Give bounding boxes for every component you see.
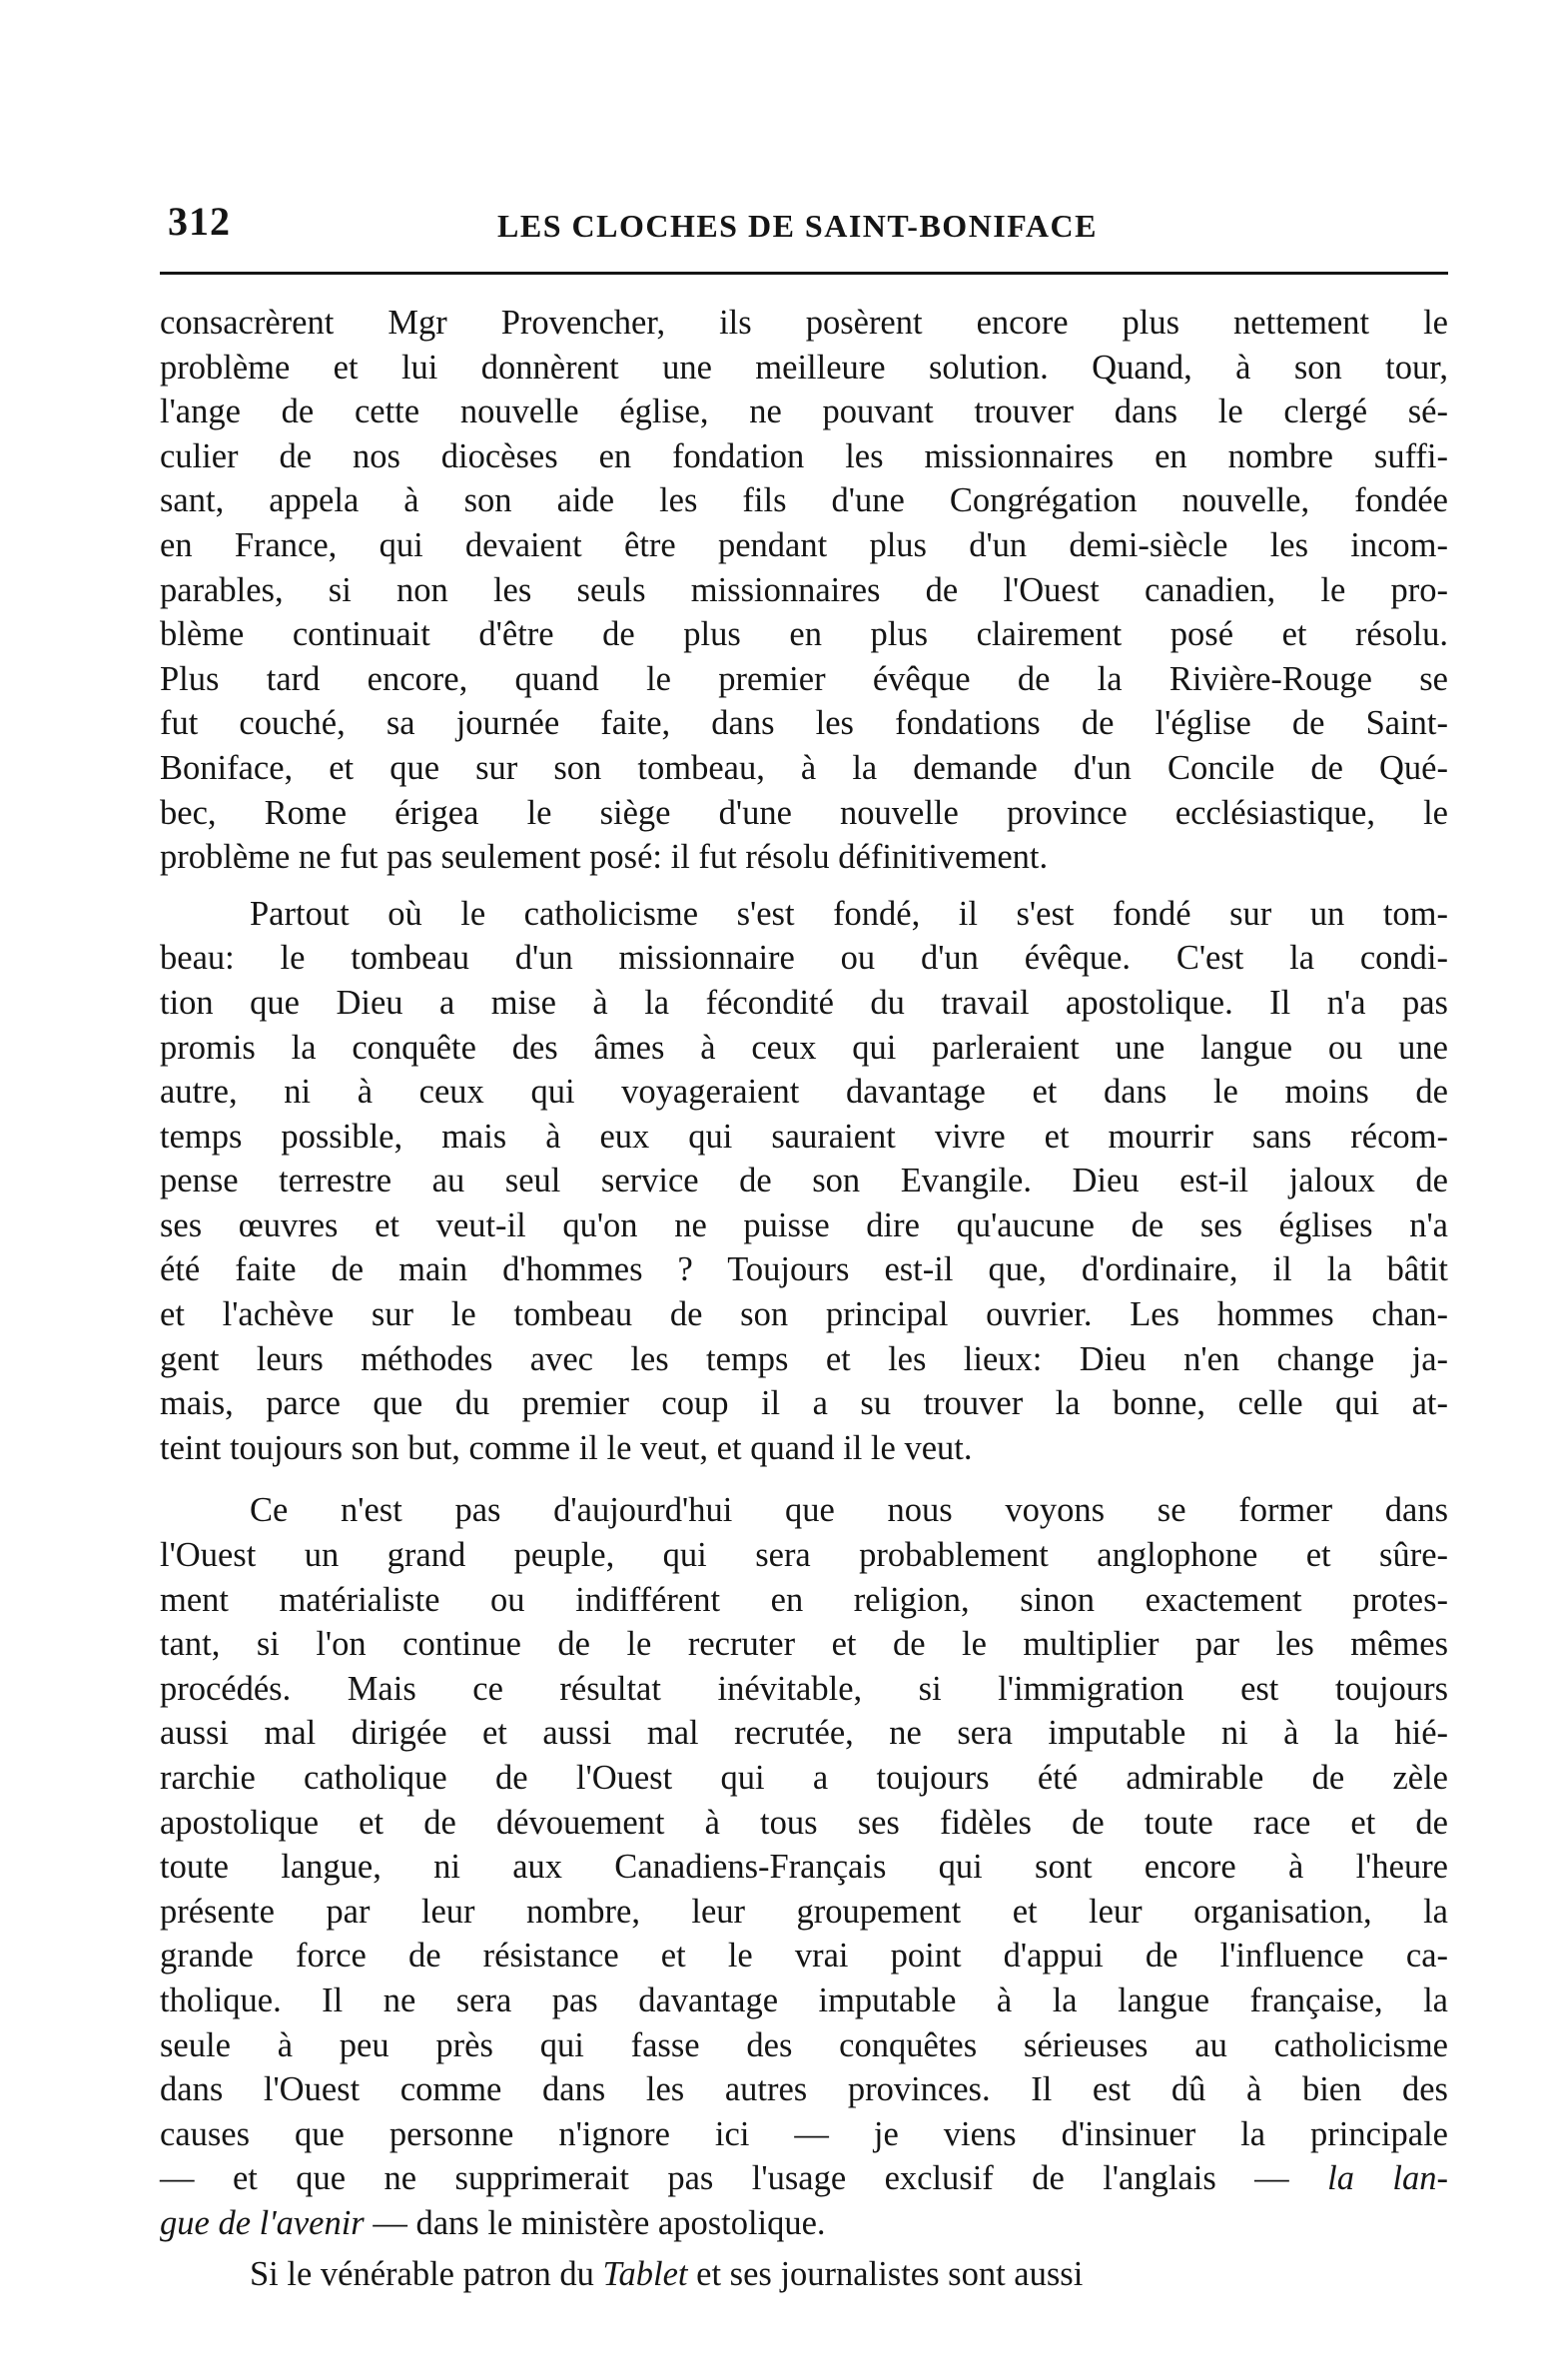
text-line: toute langue, ni aux Canadiens-Français qui sont encore à l'heure [160, 1848, 1448, 1887]
running-title: LES CLOCHES DE SAINT-BONIFACE [497, 208, 1098, 244]
paragraph [160, 301, 1448, 880]
text-line: grande force de résistance et le vrai point d'appui de l'influence ca- [160, 1937, 1448, 1976]
text-line: mais, parce que du premier coup il a su trouver la bonne, celle qui at- [160, 1384, 1448, 1423]
text-line: temps possible, mais à eux qui sauraient vivre et mourrir sans récom- [160, 1117, 1448, 1156]
italic-text-run: Tablet [602, 2254, 688, 2293]
text-line: procédés. Mais ce résultat inévitable, si l'immigration est toujours [160, 1669, 1448, 1708]
text-line: dans l'Ouest comme dans les autres provinces. Il est dû à bien des [160, 2070, 1448, 2109]
text-line: rarchie catholique de l'Ouest qui a toujours été admirable de zèle [160, 1759, 1448, 1797]
text-line: problème et lui donnèrent une meilleure solution. Quand, à son tour, [160, 348, 1448, 387]
text-line: l'Ouest un grand peuple, qui sera probablement anglophone et sûre- [160, 1536, 1448, 1575]
text-line: été faite de main d'hommes ? Toujours est-il que, d'ordinaire, il la bâtit [160, 1250, 1448, 1289]
page-header [160, 198, 1448, 258]
paragraph [160, 1488, 1448, 2245]
text-line: fut couché, sa journée faite, dans les fondations de l'église de Saint- [160, 704, 1448, 743]
text-line: bec, Rome érigea le siège d'une nouvelle province ecclésiastique, le [160, 793, 1448, 832]
paragraph [160, 2252, 1448, 2297]
text-run: Si le vénérable patron du [250, 2254, 603, 2293]
text-line: gent leurs méthodes avec les temps et les lieux: Dieu n'en change ja- [160, 1339, 1448, 1378]
text-run: — dans le ministère apostolique. [364, 2203, 826, 2242]
text-line: tant, si l'on continue de le recruter et de le multiplier par les mêmes [160, 1625, 1448, 1664]
text-line: autre, ni à ceux qui voyageraient davantage et dans le moins de [160, 1073, 1448, 1112]
text-line: problème ne fut pas seulement posé: il fut résolu définitivement. [160, 838, 1049, 877]
text-line [160, 2156, 1448, 2201]
text-line: et l'achève sur le tombeau de son principal ouvrier. Les hommes chan- [160, 1295, 1448, 1334]
italic-text-run: la lan- [1327, 2159, 1448, 2198]
body-text [160, 301, 1448, 2296]
text-line: ses œuvres et veut-il qu'on ne puisse dire qu'aucune de ses églises n'a [160, 1205, 1448, 1244]
text-line: apostolique et de dévouement à tous ses fidèles de toute race et de [160, 1803, 1448, 1842]
header-rule [160, 272, 1448, 275]
text-line: présente par leur nombre, leur groupement et leur organisation, la [160, 1892, 1448, 1931]
text-line: ment matérialiste ou indifférent en religion, sinon exactement protes- [160, 1580, 1448, 1619]
text-line: beau: le tombeau d'un missionnaire ou d'un évêque. C'est la condi- [160, 939, 1448, 978]
text-line: promis la conquête des âmes à ceux qui parleraient une langue ou une [160, 1028, 1448, 1067]
text-run: et ses journalistes sont aussi [687, 2254, 1084, 2293]
text-line: causes que personne n'ignore ici — je viens d'insinuer la principale [160, 2114, 1448, 2153]
text-line: pense terrestre au seul service de son Evangile. Dieu est-il jaloux de [160, 1162, 1448, 1200]
text-line: parables, si non les seuls missionnaires de l'Ouest canadien, le pro- [160, 570, 1448, 609]
text-line: tholique. Il ne sera pas davantage imputable à la langue française, la [160, 1981, 1448, 2019]
text-line: l'ange de cette nouvelle église, ne pouvant trouver dans le clergé sé- [160, 393, 1448, 431]
paragraph [160, 892, 1448, 1471]
text-line [160, 2201, 1448, 2246]
text-run: — et que ne supprimerait pas l'usage exclusif de l'anglais — [160, 2159, 1328, 2198]
text-line: seule à peu près qui fasse des conquêtes sérieuses au catholicisme [160, 2025, 1448, 2064]
text-line: Plus tard encore, quand le premier évêque de la Rivière-Rouge se [160, 659, 1448, 698]
text-line: culier de nos diocèses en fondation les missionnaires en nombre suffi- [160, 436, 1448, 475]
page-number: 312 [168, 199, 231, 244]
text-line: Partout où le catholicisme s'est fondé, il s'est fondé sur un tom- [250, 894, 1448, 933]
text-line: Boniface, et que sur son tombeau, à la demande d'un Concile de Qué- [160, 748, 1448, 787]
text-line: blème continuait d'être de plus en plus clairement posé et résolu. [160, 615, 1448, 654]
text-line: Ce n'est pas d'aujourd'hui que nous voyons se former dans [250, 1491, 1448, 1530]
text-line: en France, qui devaient être pendant plus d'un demi-siècle les incom- [160, 525, 1448, 564]
text-line: consacrèrent Mgr Provencher, ils posèrent encore plus nettement le [160, 304, 1448, 342]
italic-text-run: gue de l'avenir [160, 2203, 365, 2242]
text-line: aussi mal dirigée et aussi mal recrutée, ne sera imputable ni à la hié- [160, 1714, 1448, 1753]
text-line: teint toujours son but, comme il le veut, et quand il le veut. [160, 1428, 973, 1467]
text-line: sant, appela à son aide les fils d'une Congrégation nouvelle, fondée [160, 481, 1448, 520]
text-line: tion que Dieu a mise à la fécondité du travail apostolique. Il n'a pas [160, 983, 1448, 1022]
text-line [160, 2252, 1448, 2297]
